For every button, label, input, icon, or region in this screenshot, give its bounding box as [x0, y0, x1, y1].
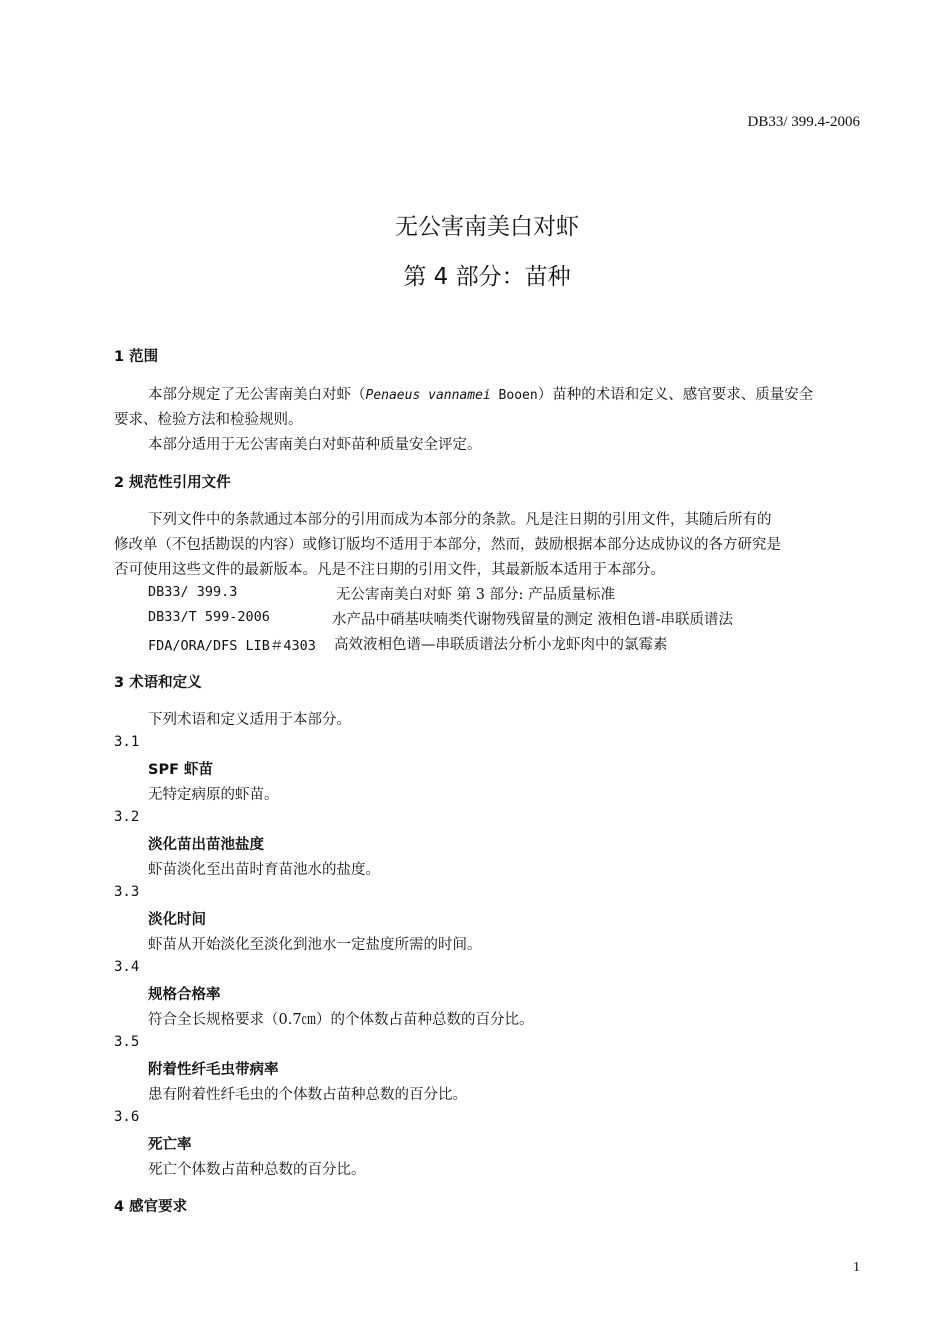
section-3-intro: 下列术语和定义适用于本部分。 — [148, 712, 351, 728]
term-number: 3.6 — [114, 1109, 140, 1125]
term-number: 3.3 — [114, 884, 140, 900]
term-definition: 符合全长规格要求（0.7㎝）的个体数占苗种总数的百分比。 — [148, 1012, 534, 1028]
reference-title: 高效液相色谱—串联质谱法分析小龙虾肉中的氯霉素 — [334, 637, 668, 653]
term-number: 3.1 — [114, 734, 140, 750]
term-number: 3.2 — [114, 809, 140, 825]
section-1-paragraph-1 — [148, 383, 813, 404]
reference-code: DB33/ 399.3 — [148, 584, 238, 600]
page-number: 1 — [853, 1260, 860, 1275]
reference-title: 水产品中硝基呋喃类代谢物残留量的测定 液相色谱-串联质谱法 — [332, 612, 734, 628]
section-2-paragraph-line-2: 修改单（不包括勘误的内容）或修订版均不适用于本部分，然而，鼓励根据本部分达成协议的各方研究是 — [114, 537, 781, 553]
reference-code: FDA/ORA/DFS LIB＃4303 — [148, 638, 316, 654]
term-name: SPF 虾苗 — [148, 762, 214, 778]
term-name: 淡化时间 — [148, 912, 206, 928]
species-latin-name: Penaeus vannamei — [365, 388, 491, 403]
term-name: 附着性纤毛虫带病率 — [148, 1062, 279, 1078]
section-3-heading: 3 术语和定义 — [114, 675, 202, 691]
term-definition: 虾苗从开始淡化至淡化到池水一定盐度所需的时间。 — [148, 937, 482, 953]
section-1-paragraph-1-line-2: 要求、检验方法和检验规则。 — [114, 412, 303, 428]
term-name: 死亡率 — [148, 1137, 192, 1153]
standard-code: DB33/ 399.4-2006 — [747, 114, 860, 130]
term-definition: 无特定病原的虾苗。 — [148, 787, 279, 803]
term-definition: 死亡个体数占苗种总数的百分比。 — [148, 1162, 366, 1178]
species-author: Booen — [490, 388, 538, 403]
term-definition: 患有附着性纤毛虫的个体数占苗种总数的百分比。 — [148, 1087, 467, 1103]
paragraph-text: 本部分规定了无公害南美白对虾（ — [148, 387, 366, 403]
term-number: 3.5 — [114, 1034, 140, 1050]
document-title: 无公害南美白对虾 — [395, 214, 579, 240]
term-name: 规格合格率 — [148, 987, 221, 1003]
reference-title: 无公害南美白对虾 第 3 部分: 产品质量标准 — [336, 587, 616, 603]
document-subtitle: 第 4 部分：苗种 — [403, 264, 571, 290]
term-definition: 虾苗淡化至出苗时育苗池水的盐度。 — [148, 862, 380, 878]
reference-code: DB33/T 599-2006 — [148, 609, 270, 625]
section-2-heading: 2 规范性引用文件 — [114, 475, 231, 491]
section-2-paragraph-line-3: 否可使用这些文件的最新版本。凡是不注日期的引用文件，其最新版本适用于本部分。 — [114, 562, 665, 578]
term-number: 3.4 — [114, 959, 140, 975]
paragraph-text: ）苗种的术语和定义、感官要求、质量安全 — [537, 387, 814, 403]
section-4-heading: 4 感官要求 — [114, 1199, 188, 1215]
term-name: 淡化苗出苗池盐度 — [148, 837, 264, 853]
section-1-heading: 1 范围 — [114, 349, 159, 365]
section-1-paragraph-2: 本部分适用于无公害南美白对虾苗种质量安全评定。 — [148, 437, 482, 453]
section-2-paragraph-line-1: 下列文件中的条款通过本部分的引用而成为本部分的条款。凡是注日期的引用文件，其随后所有的 — [148, 512, 772, 528]
